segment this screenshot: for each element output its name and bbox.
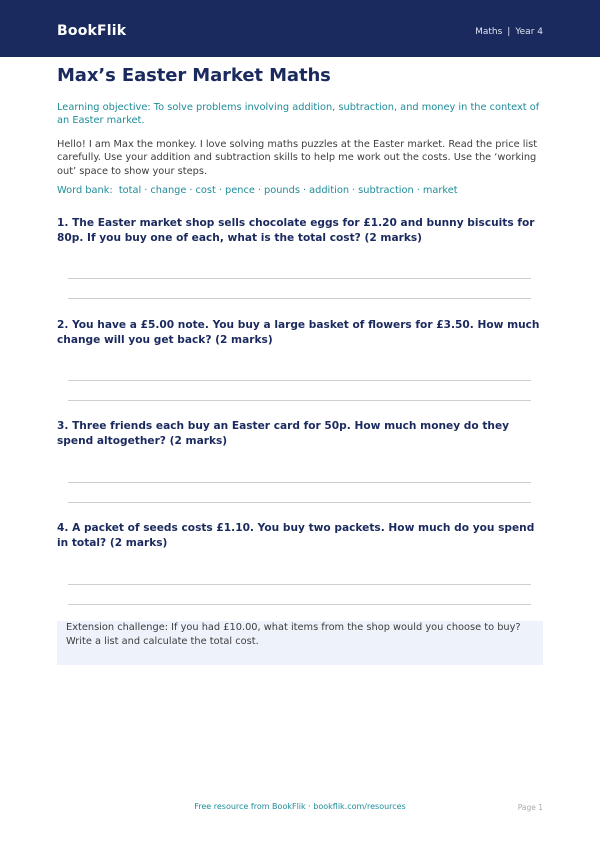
- footer-link[interactable]: Free resource from BookFlik · bookflik.com/resources: [194, 802, 406, 811]
- word-bank-label: Word bank:: [57, 185, 113, 196]
- word-bank-word: pence: [225, 185, 255, 196]
- header-meta: [475, 27, 543, 37]
- year-label: Year 4: [515, 27, 543, 37]
- answer-line[interactable]: [68, 278, 531, 279]
- question-1: 1. The Easter market shop sells chocolate eggs for £1.20 and bunny biscuits for 80p. If you buy one of each, what is the total cost? (2 marks): [57, 217, 535, 244]
- word-bank-separator: ·: [218, 185, 222, 196]
- subject-label: Maths: [475, 27, 503, 37]
- extension-challenge: Extension challenge: If you had £10.00, what items from the shop would you choose to buy? Write a list and calculate the total cost.: [66, 622, 521, 647]
- brand-logo[interactable]: BookFlik: [57, 23, 127, 39]
- page-number: Page 1: [517, 803, 543, 812]
- answer-line[interactable]: [68, 400, 531, 401]
- word-bank-separator: ·: [302, 185, 307, 196]
- answer-line[interactable]: [68, 380, 531, 381]
- word-bank-word: pounds: [264, 185, 300, 196]
- word-bank-word: total: [118, 185, 142, 196]
- answer-line[interactable]: [68, 502, 531, 503]
- intro-text: Hello! I am Max the monkey. I love solving maths puzzles at the Easter market. Read the price list carefully. Use your addition and subtraction skills to help me work out the costs. Use the ‘working out’ space to show your steps.: [57, 139, 538, 177]
- question-4: 4. A packet of seeds costs £1.10. You buy two packets. How much do you spend in total? (2 marks): [57, 522, 535, 549]
- word-bank-separator: ·: [189, 185, 193, 196]
- word-bank-word: market: [422, 185, 458, 196]
- question-3: 3. Three friends each buy an Easter card for 50p. How much money do they spend altogether? (2 marks): [57, 420, 510, 447]
- answer-line[interactable]: [68, 482, 531, 483]
- word-bank-word: addition: [309, 185, 350, 196]
- question-2: 2. You have a £5.00 note. You buy a large basket of flowers for £3.50. How much change will you get back? (2 marks): [57, 319, 540, 346]
- word-bank-words: [119, 185, 458, 196]
- word-bank: [57, 185, 547, 196]
- answer-line[interactable]: [68, 604, 531, 605]
- page-title: Max’s Easter Market Maths: [57, 65, 331, 86]
- answer-line[interactable]: [68, 584, 531, 585]
- learning-objective: Learning objective: To solve problems involving addition, subtraction, and money in the context of an Easter market.: [57, 102, 540, 126]
- page-header: [0, 0, 600, 57]
- word-bank-separator: ·: [257, 185, 261, 196]
- extension-box: [57, 621, 543, 665]
- word-bank-separator: ·: [352, 185, 356, 196]
- word-bank-word: change: [150, 185, 187, 196]
- word-bank-separator: ·: [144, 185, 148, 196]
- answer-line[interactable]: [68, 298, 531, 299]
- word-bank-word: subtraction: [358, 185, 414, 196]
- word-bank-separator: ·: [416, 185, 420, 196]
- header-separator: |: [507, 27, 511, 37]
- word-bank-word: cost: [195, 185, 216, 196]
